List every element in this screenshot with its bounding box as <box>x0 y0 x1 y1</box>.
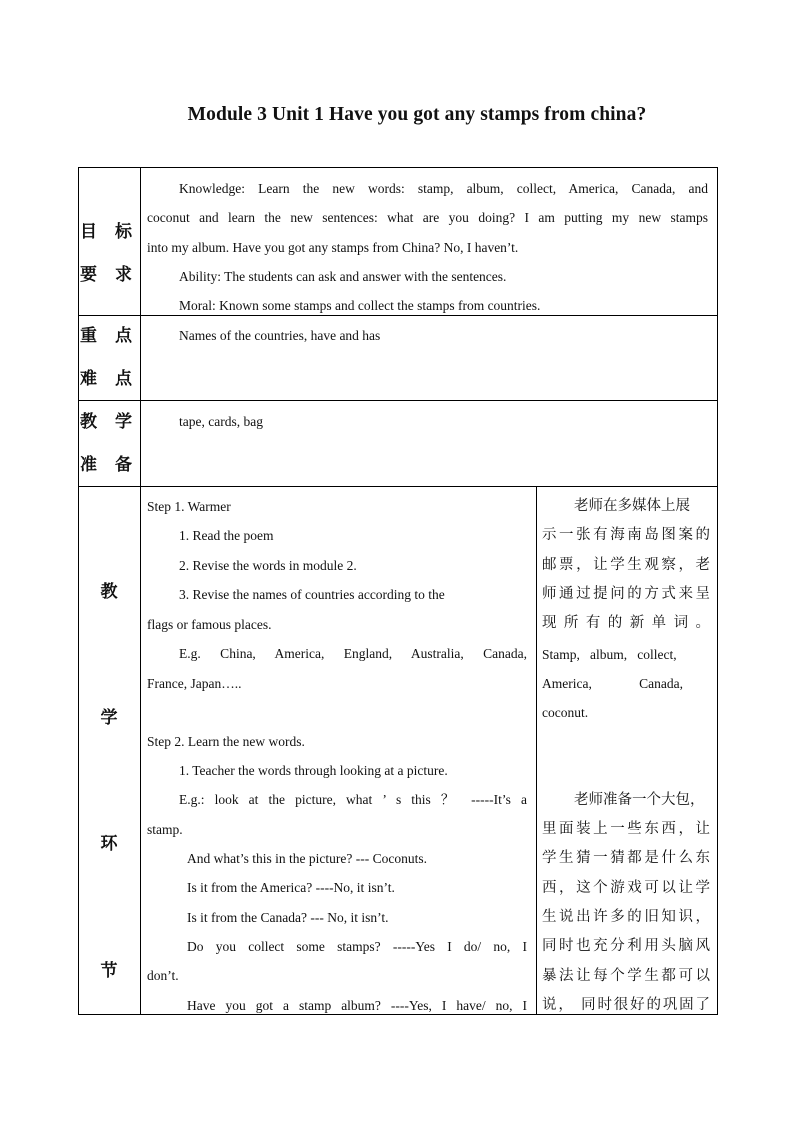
procedure-line: Do you collect some stamps? -----Yes I do/ no, I <box>187 939 527 954</box>
procedure-line: 2. Revise the words in module 2. <box>179 558 357 573</box>
procedure-label-char: 环 <box>100 834 118 854</box>
procedure-line: E.g.: look at the picture, what ’ s this ？ -----It’s a <box>179 792 527 807</box>
note-line: 同时也充分利用头脑风 <box>542 938 710 954</box>
procedure-label-char: 学 <box>100 708 118 728</box>
row-divider <box>78 400 718 401</box>
procedure-line: E.g. China, America, England, Australia, Canada, <box>179 646 527 661</box>
note-line: 示一张有海南岛图案的 <box>542 527 710 543</box>
note-line: 学生猜一猜都是什么东 <box>542 850 710 866</box>
objectives-line: into my album. Have you got any stamps from China? No, I haven’t. <box>147 240 519 255</box>
note-line: 里面装上一些东西，让 <box>542 821 710 837</box>
note-line: 师通过提问的方式来呈 <box>542 586 710 602</box>
objectives-label-2: 要 求 <box>80 265 138 285</box>
note-words: Stamp, album, collect, <box>542 647 677 662</box>
row-divider <box>78 315 718 316</box>
key-points-label-2: 难 点 <box>80 369 138 389</box>
objectives-line: Moral: Known some stamps and collect the stamps from countries. <box>179 298 541 313</box>
note-line: 老师在多媒体上展 <box>574 498 690 514</box>
procedure-line: don’t. <box>147 968 179 983</box>
objectives-label-1: 目 标 <box>80 222 138 242</box>
row-divider <box>78 486 718 487</box>
procedure-label-char: 教 <box>100 582 118 602</box>
objectives-line: Ability: The students can ask and answer with the sentences. <box>179 269 507 284</box>
note-words: America, Canada, <box>542 676 683 691</box>
note-line: 现 所 有 的 新 单 词 。 <box>542 615 710 631</box>
procedure-line: 1. Teacher the words through looking at a picture. <box>179 763 448 778</box>
note-line: 老师准备一个大包， <box>574 792 705 808</box>
procedure-line: Step 2. Learn the new words. <box>147 734 305 749</box>
procedure-line: Step 1. Warmer <box>147 499 231 514</box>
note-line: 生说出许多的旧知识， <box>542 909 710 925</box>
objectives-line: Knowledge: Learn the new words: stamp, album, collect, America, Canada, and <box>179 181 708 196</box>
procedure-line: Have you got a stamp album? ----Yes, I have/ no, I <box>187 998 527 1013</box>
preparation-label-2: 准 备 <box>80 455 138 475</box>
label-column-divider <box>140 167 141 1015</box>
note-words: coconut. <box>542 705 589 720</box>
procedure-label-char: 节 <box>100 961 118 981</box>
preparation-label-1: 教 学 <box>80 412 138 432</box>
procedure-line: Is it from the America? ----No, it isn’t. <box>187 880 395 895</box>
note-line: 说， 同时很好的巩固了 <box>542 997 710 1013</box>
preparation-text: tape, cards, bag <box>179 414 263 429</box>
note-line: 邮票，让学生观察，老 <box>542 557 710 573</box>
procedure-line: And what’s this in the picture? --- Coconuts. <box>187 851 427 866</box>
procedure-line: stamp. <box>147 822 183 837</box>
procedure-line: flags or famous places. <box>147 617 272 632</box>
procedure-line: Is it from the Canada? --- No, it isn’t. <box>187 910 389 925</box>
procedure-line: 3. Revise the names of countries according to the <box>179 587 445 602</box>
note-line: 暴法让每个学生都可以 <box>542 968 710 984</box>
key-points-text: Names of the countries, have and has <box>179 328 381 343</box>
objectives-line: coconut and learn the new sentences: what are you doing? I am putting my new stamps <box>147 210 708 225</box>
procedure-line: 1. Read the poem <box>179 528 274 543</box>
key-points-label-1: 重 点 <box>80 326 138 346</box>
page-title: Module 3 Unit 1 Have you got any stamps from china? <box>187 104 647 125</box>
notes-column-divider <box>536 486 537 1015</box>
procedure-line: France, Japan….. <box>147 676 242 691</box>
note-line: 西，这个游戏可以让学 <box>542 880 710 896</box>
